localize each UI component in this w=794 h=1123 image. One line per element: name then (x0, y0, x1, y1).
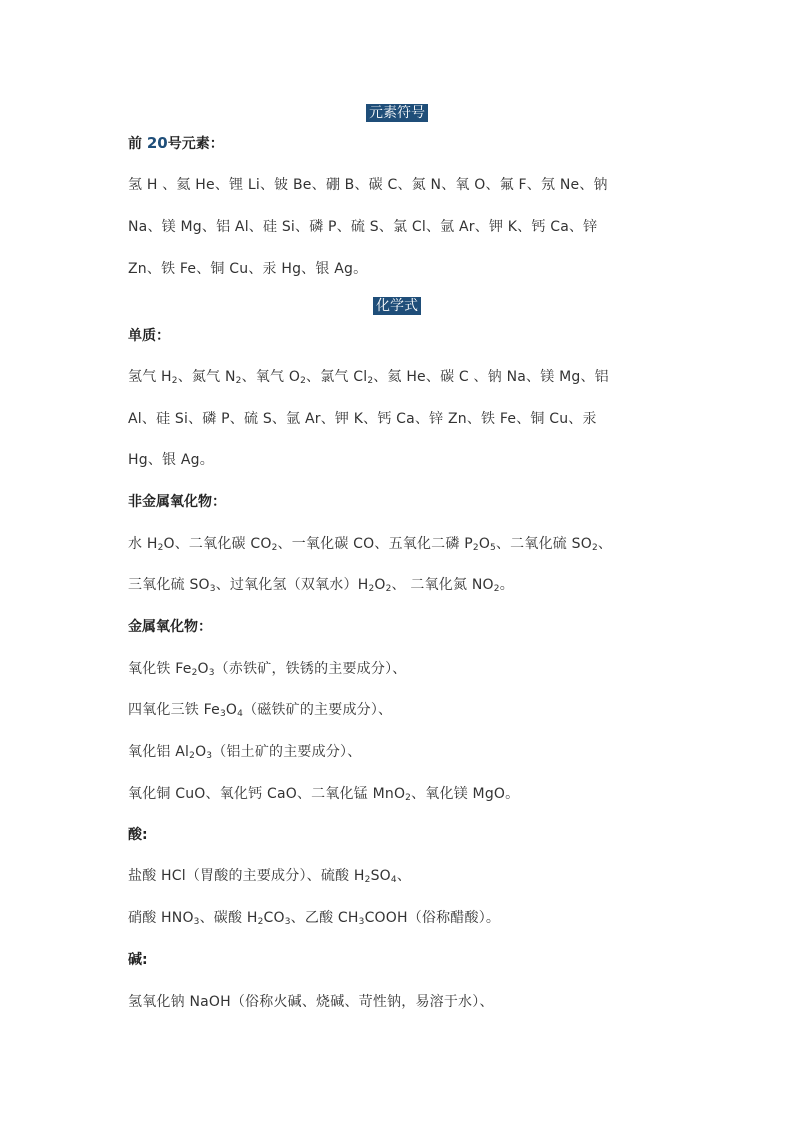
text-segment: 水 H (128, 536, 158, 552)
text-segment: 、乙酸 CH (290, 910, 359, 926)
text-segment: 氧化铜 CuO、氧化钙 CaO、二氧化锰 MnO (128, 786, 406, 802)
subscript: 3 (206, 751, 213, 761)
subscript: 2 (235, 376, 242, 386)
subscript: 2 (591, 543, 598, 553)
text-segment: 、二氧化硫 SO (495, 536, 592, 552)
subscript: 2 (191, 668, 198, 678)
text-segment: 氧化铁 Fe (128, 661, 192, 677)
subscript: 2 (257, 917, 264, 927)
text-segment: O (197, 661, 209, 677)
first20-suffix: 号元素： (167, 136, 224, 152)
subscript: 4 (237, 709, 244, 719)
subscript: 2 (493, 584, 500, 594)
metal-line-3 (128, 743, 361, 761)
subscript: 3 (219, 709, 226, 719)
subscript: 2 (472, 543, 479, 553)
subscript: 2 (157, 543, 164, 553)
subscript: 3 (284, 917, 291, 927)
subscript: 2 (368, 584, 375, 594)
elements-line-2: Na、镁 Mg、铝 Al、硅 Si、磷 P、硫 S、氯 Cl、氩 Ar、钾 K、钙 Ca、锌 (128, 219, 598, 235)
subscript: 5 (490, 543, 496, 553)
section-simple-substances: 单质： (128, 328, 170, 344)
text-segment: 。 (499, 577, 514, 593)
text-segment: O (195, 744, 207, 760)
subscript: 2 (189, 751, 196, 761)
section-metal-oxides: 金属氧化物： (128, 619, 212, 635)
subscript: 4 (390, 875, 397, 885)
metal-line-4 (128, 785, 519, 803)
text-segment: 、 (396, 868, 412, 884)
first20-number: 20 (146, 134, 168, 152)
text-segment: 盐酸 HCl（胃酸的主要成分）、硫酸 H (128, 868, 365, 884)
elements-line-3: Zn、铁 Fe、铜 Cu、汞 Hg、银 Ag。 (128, 261, 368, 277)
text-segment: 氢气 H (128, 369, 172, 385)
text-segment: O (225, 702, 238, 718)
acid-line-1 (128, 867, 411, 885)
section-bases: 碱: (128, 952, 148, 968)
subscript: 2 (385, 584, 392, 594)
nonmetal-line-2 (128, 576, 514, 594)
text-segment: 三氧化硫 SO (128, 577, 210, 593)
text-segment: 硝酸 HNO (128, 910, 194, 926)
text-segment: SO (370, 868, 391, 884)
text-segment: CO (263, 910, 285, 926)
subscript: 2 (367, 376, 374, 386)
text-segment: 四氧化三铁 Fe (128, 702, 220, 718)
simple-line-3: Hg、银 Ag。 (128, 452, 214, 468)
first20-prefix: 前 (128, 136, 142, 152)
section-first20 (128, 134, 224, 153)
heading-elements (0, 102, 794, 122)
simple-line-1 (128, 368, 609, 386)
text-segment: 、过氧化氢（双氧水）H (215, 577, 369, 593)
nonmetal-line-1 (128, 535, 612, 553)
text-segment: 、氯气 Cl (306, 369, 368, 385)
subscript: 2 (405, 793, 412, 803)
heading-elements-label: 元素符号 (366, 104, 428, 122)
subscript: 2 (300, 376, 307, 386)
text-segment: 、 (597, 536, 613, 552)
metal-line-2 (128, 701, 392, 719)
text-segment: 、氦 He、碳 C 、钠 Na、镁 Mg、铝 (373, 369, 609, 385)
subscript: 3 (208, 668, 215, 678)
text-segment: 氧化铝 Al (128, 744, 190, 760)
subscript: 2 (171, 376, 178, 386)
text-segment: O (374, 577, 386, 593)
text-segment: 、一氧化碳 CO、五氧化二磷 P (277, 536, 473, 552)
text-segment: 、氧气 O (241, 369, 301, 385)
subscript: 3 (193, 917, 200, 927)
section-nonmetal-oxides: 非金属氧化物： (128, 494, 226, 510)
text-segment: （铝土矿的主要成分）、 (212, 744, 362, 760)
heading-formulas-label: 化学式 (373, 297, 421, 315)
simple-line-2: Al、硅 Si、磷 P、硫 S、氩 Ar、钾 K、钙 Ca、锌 Zn、铁 Fe、铜 Cu、汞 (128, 411, 597, 427)
text-segment: 、氧化镁 MgO。 (411, 786, 520, 802)
subscript: 2 (364, 875, 371, 885)
text-segment: （磁铁矿的主要成分）、 (243, 702, 393, 718)
text-segment: 、 二氧化氮 NO (391, 577, 494, 593)
elements-line-1: 氢 H 、氦 He、锂 Li、铍 Be、硼 B、碳 C、氮 N、氧 O、氟 F、氖 Ne、钠 (128, 177, 608, 193)
acid-line-2 (128, 909, 500, 927)
text-segment: O (478, 536, 491, 552)
text-segment: （赤铁矿，铁锈的主要成分）、 (214, 661, 407, 677)
heading-formulas (0, 295, 794, 315)
text-segment: 、氮气 N (177, 369, 236, 385)
section-acids: 酸: (128, 827, 148, 843)
metal-line-1 (128, 660, 406, 678)
subscript: 3 (209, 584, 216, 594)
base-line-1: 氢氧化钠 NaOH（俗称火碱、烧碱、苛性钠，易溶于水）、 (128, 994, 494, 1010)
text-segment: O、二氧化碳 CO (163, 536, 272, 552)
subscript: 2 (271, 543, 278, 553)
text-segment: COOH（俗称醋酸）。 (364, 910, 501, 926)
subscript: 3 (358, 917, 365, 927)
text-segment: 、碳酸 H (199, 910, 258, 926)
